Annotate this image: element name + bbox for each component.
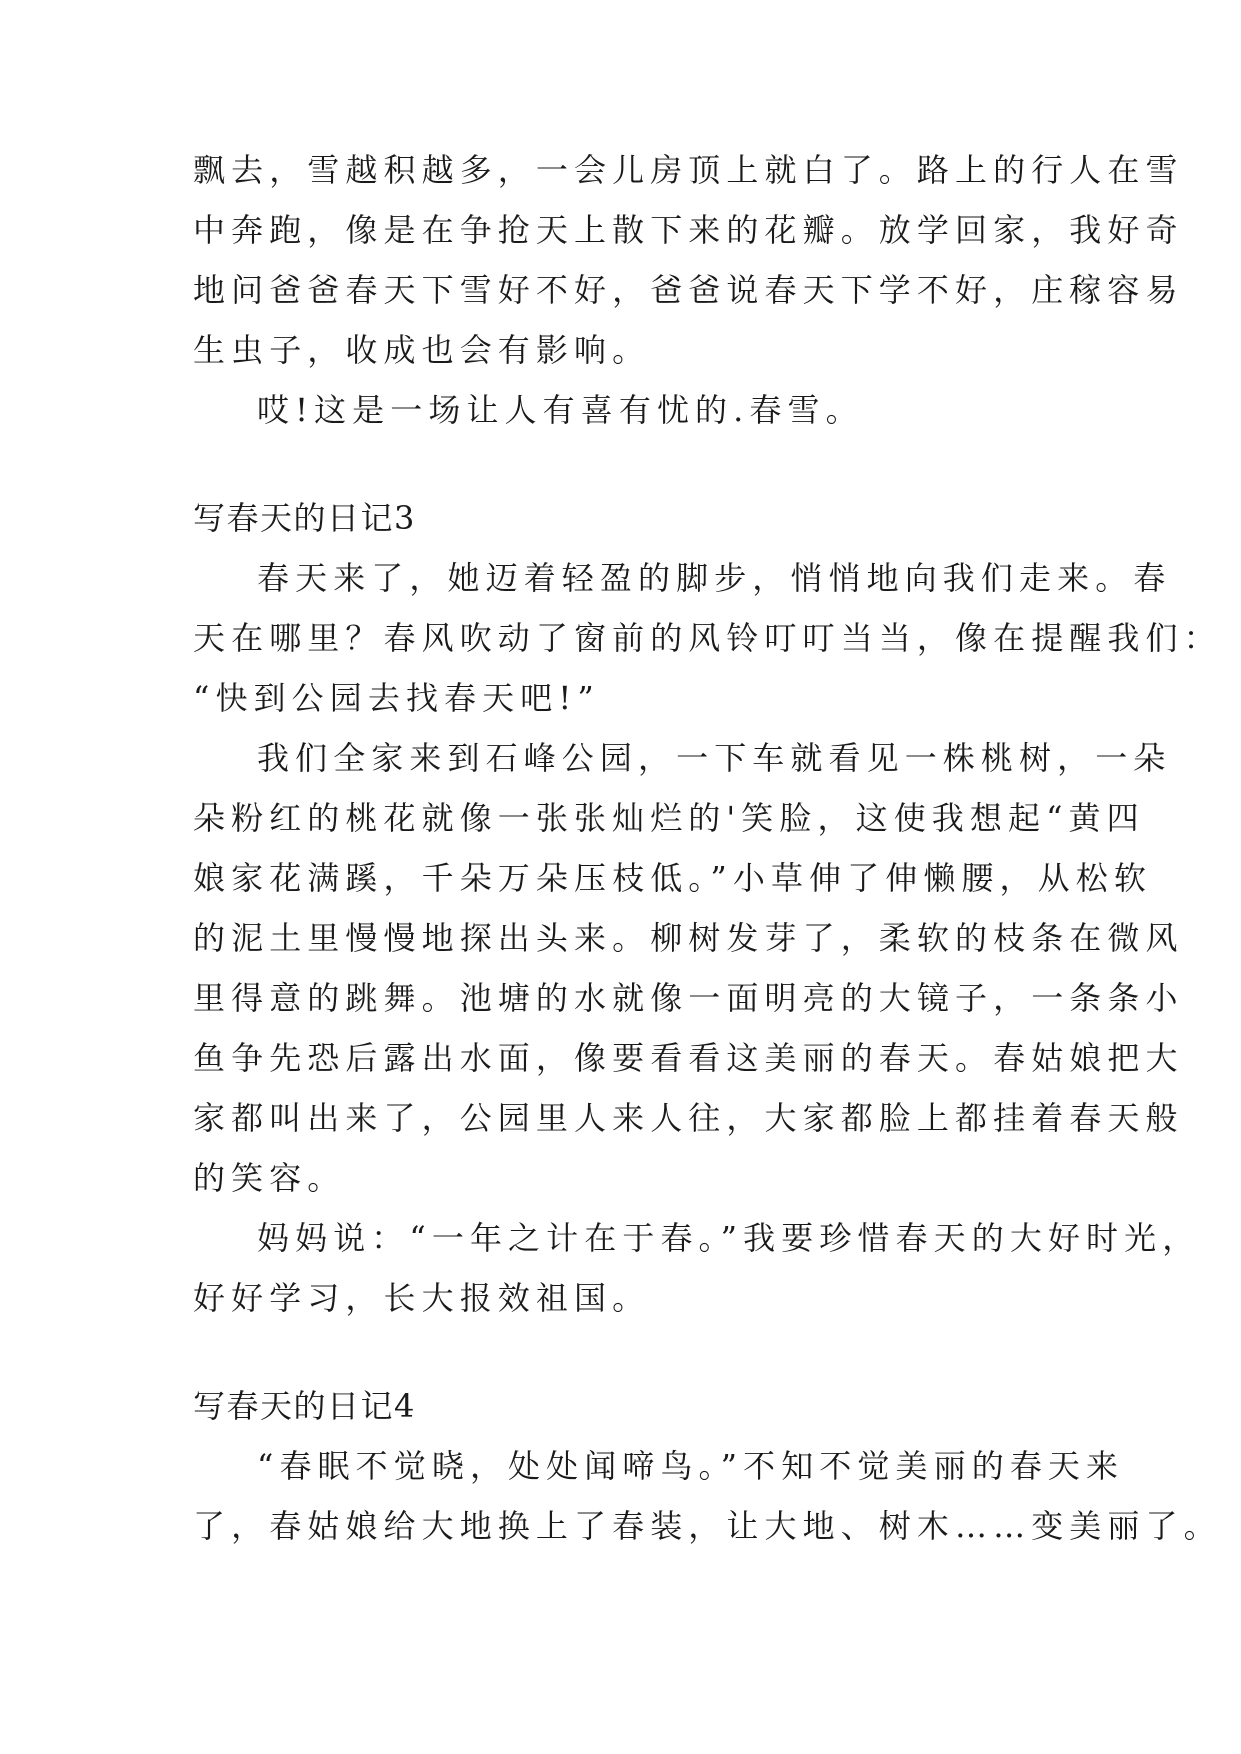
- section-heading: 写春天的日记4: [193, 1387, 416, 1425]
- text-line: 了，春姑娘给大地换上了春装，让大地、树木……变美丽了。: [193, 1507, 1222, 1545]
- text-line: 飘去，雪越积越多，一会儿房顶上就白了。路上的行人在雪: [193, 151, 1184, 189]
- text-line: 天在哪里？春风吹动了窗前的风铃叮叮当当，像在提醒我们：: [193, 619, 1222, 657]
- text-line: 地问爸爸春天下雪好不好，爸爸说春天下学不好，庄稼容易: [193, 271, 1184, 309]
- text-line: 的泥土里慢慢地探出头来。柳树发芽了，柔软的枝条在微风: [193, 919, 1184, 957]
- text-line: 的笑容。: [193, 1159, 346, 1197]
- text-line: 娘家花满蹊，千朵万朵压枝低。”小草伸了伸懒腰，从松软: [193, 859, 1152, 897]
- text-line: 中奔跑，像是在争抢天上散下来的花瓣。放学回家，我好奇: [193, 211, 1184, 249]
- text-line: “快到公园去找春天吧!”: [193, 679, 600, 717]
- text-line: “春眠不觉晓，处处闻啼鸟。”不知不觉美丽的春天来: [257, 1447, 1125, 1485]
- text-line: 我们全家来到石峰公园，一下车就看见一株桃树，一朵: [257, 739, 1172, 777]
- text-line: 妈妈说：“一年之计在于春。”我要珍惜春天的大好时光，: [257, 1219, 1201, 1257]
- text-line: 生虫子，收成也会有影响。: [193, 331, 651, 369]
- text-line: 里得意的跳舞。池塘的水就像一面明亮的大镜子，一条条小: [193, 979, 1184, 1017]
- text-line: 鱼争先恐后露出水面，像要看看这美丽的春天。春姑娘把大: [193, 1039, 1184, 1077]
- text-line: 春天来了，她迈着轻盈的脚步，悄悄地向我们走来。春: [257, 559, 1172, 597]
- text-line: 好好学习，长大报效祖国。: [193, 1279, 651, 1317]
- text-line: 朵粉红的桃花就像一张张灿烂的'笑脸，这使我想起“黄四: [193, 799, 1145, 837]
- text-line: 家都叫出来了，公园里人来人往，大家都脸上都挂着春天般: [193, 1099, 1184, 1137]
- paragraph: 哎!这是一场让人有喜有忧的.春雪。: [257, 391, 864, 429]
- section-heading: 写春天的日记3: [193, 499, 416, 537]
